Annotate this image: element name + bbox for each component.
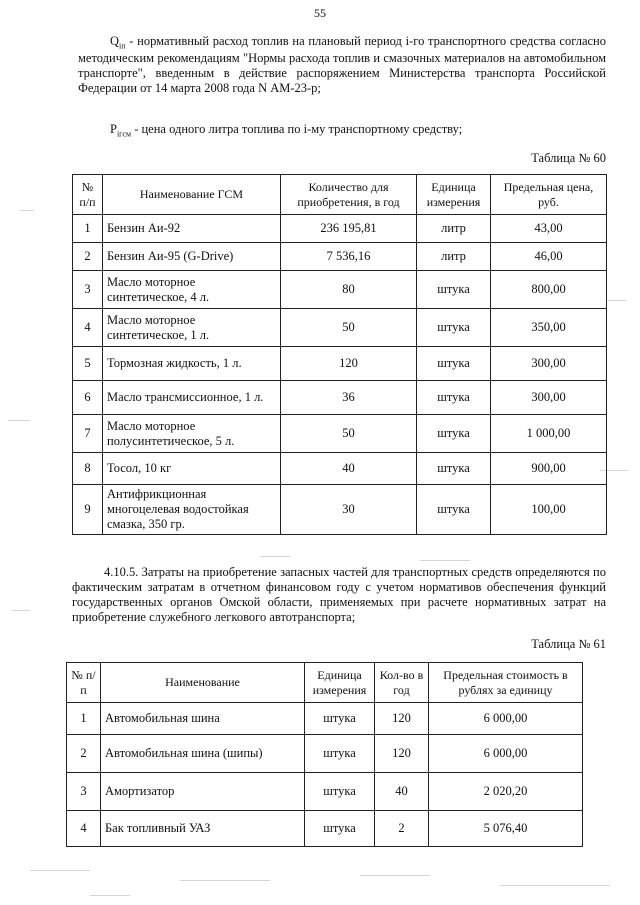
row-name: Масло моторное синтетическое, 1 л.	[103, 309, 281, 347]
row-quantity: 236 195,81	[281, 215, 417, 243]
row-quantity: 2	[375, 811, 429, 847]
table-row	[73, 243, 607, 271]
row-price: 300,00	[491, 381, 607, 415]
row-name: Масло моторное синтетическое, 4 л.	[103, 271, 281, 309]
row-number: 2	[73, 243, 103, 271]
row-number: 4	[73, 309, 103, 347]
row-unit: литр	[417, 243, 491, 271]
row-name: Антифрикционная многоцелевая водостойкая смазка, 350 гр.	[103, 485, 281, 535]
symbol-q-subscript: iп	[119, 41, 126, 51]
row-name: Масло трансмиссионное, 1 л.	[103, 381, 281, 415]
table-row	[73, 381, 607, 415]
row-name: Тормозная жидкость, 1 л.	[103, 347, 281, 381]
row-price: 2 020,20	[429, 773, 583, 811]
row-price: 6 000,00	[429, 703, 583, 735]
symbol-p: P	[110, 122, 117, 136]
row-number: 6	[73, 381, 103, 415]
table-row	[67, 735, 583, 773]
row-number: 4	[67, 811, 101, 847]
row-quantity: 120	[375, 703, 429, 735]
row-name: Бензин Аи-95 (G-Drive)	[103, 243, 281, 271]
row-price: 43,00	[491, 215, 607, 243]
row-price: 6 000,00	[429, 735, 583, 773]
row-number: 1	[73, 215, 103, 243]
row-price: 800,00	[491, 271, 607, 309]
row-name: Бензин Аи-92	[103, 215, 281, 243]
page-number: 55	[314, 6, 326, 20]
row-unit: штука	[417, 485, 491, 535]
row-price: 1 000,00	[491, 415, 607, 453]
table-61-header-num: № п/п	[67, 663, 101, 703]
table-row	[73, 453, 607, 485]
table-row	[73, 309, 607, 347]
symbol-p-subscript: iгсм	[116, 129, 132, 139]
row-quantity: 7 536,16	[281, 243, 417, 271]
row-unit: штука	[305, 703, 375, 735]
table-60	[72, 174, 607, 535]
row-unit: штука	[305, 773, 375, 811]
table-61-header-unit: Единица измерения	[305, 663, 375, 703]
table-60-caption: Таблица № 60	[531, 151, 606, 165]
paragraph-fuel-norm	[78, 34, 606, 96]
table-row	[73, 215, 607, 243]
row-quantity: 80	[281, 271, 417, 309]
row-price: 300,00	[491, 347, 607, 381]
row-unit: штука	[417, 271, 491, 309]
row-name: Масло моторное полусинтетическое, 5 л.	[103, 415, 281, 453]
table-60-header-price: Предельная цена, руб.	[491, 175, 607, 215]
table-60-header-row	[73, 175, 607, 215]
paragraph-fuel-norm-text: - нормативный расход топлив на плановый период i-го транспортного средства согласно методическим рекомендациям "Нормы расхода топлив и смазочных материалов на автомобильном транспорте", введенным в действие распоряжением Министерства транспорта Российской Федерации от 14 марта 2008 года N АМ-23-р;	[78, 34, 606, 96]
row-unit: штука	[417, 347, 491, 381]
row-name: Автомобильная шина (шипы)	[101, 735, 305, 773]
row-price: 350,00	[491, 309, 607, 347]
row-quantity: 120	[281, 347, 417, 381]
row-price: 46,00	[491, 243, 607, 271]
row-number: 9	[73, 485, 103, 535]
table-61-header-qty: Кол-во в год	[375, 663, 429, 703]
table-row	[73, 271, 607, 309]
table-row	[73, 485, 607, 535]
row-name: Бак топливный УАЗ	[101, 811, 305, 847]
table-row	[67, 703, 583, 735]
table-61-caption: Таблица № 61	[531, 637, 606, 651]
row-number: 5	[73, 347, 103, 381]
table-row	[67, 773, 583, 811]
table-row	[67, 811, 583, 847]
row-number: 8	[73, 453, 103, 485]
row-quantity: 30	[281, 485, 417, 535]
row-price: 900,00	[491, 453, 607, 485]
row-quantity: 50	[281, 415, 417, 453]
row-name: Тосол, 10 кг	[103, 453, 281, 485]
symbol-q: Q	[110, 34, 120, 48]
table-60-header-qty: Количество для приобретения, в год	[281, 175, 417, 215]
table-61-header-price: Предельная стоимость в рублях за единицу	[429, 663, 583, 703]
table-60-header-unit: Единица измерения	[417, 175, 491, 215]
row-quantity: 40	[281, 453, 417, 485]
table-60-header-name: Наименование ГСМ	[103, 175, 281, 215]
paragraph-fuel-price-text: - цена одного литра топлива по i-му транспортному средству;	[131, 122, 463, 136]
row-quantity: 50	[281, 309, 417, 347]
table-61-header-row	[67, 663, 583, 703]
paragraph-spare-parts: 4.10.5. Затраты на приобретение запасных частей для транспортных средств определяются по фактическим затратам в отчетном финансовом году с учетом нормативов обеспечения функций государственных органов Омской области, применяемых при расчете нормативных затрат на приобретение служебного легкового автотранспорта;	[72, 565, 606, 624]
row-quantity: 120	[375, 735, 429, 773]
row-unit: штука	[417, 415, 491, 453]
row-number: 2	[67, 735, 101, 773]
row-quantity: 40	[375, 773, 429, 811]
row-number: 1	[67, 703, 101, 735]
row-number: 3	[73, 271, 103, 309]
row-number: 3	[67, 773, 101, 811]
table-row	[73, 415, 607, 453]
row-unit: штука	[305, 811, 375, 847]
row-name: Амортизатор	[101, 773, 305, 811]
row-quantity: 36	[281, 381, 417, 415]
table-61-header-name: Наименование	[101, 663, 305, 703]
row-unit: штука	[305, 735, 375, 773]
paragraph-fuel-price	[110, 122, 606, 139]
table-60-header-num: № п/п	[73, 175, 103, 215]
row-unit: литр	[417, 215, 491, 243]
row-name: Автомобильная шина	[101, 703, 305, 735]
row-price: 5 076,40	[429, 811, 583, 847]
row-price: 100,00	[491, 485, 607, 535]
row-number: 7	[73, 415, 103, 453]
table-row	[73, 347, 607, 381]
row-unit: штука	[417, 309, 491, 347]
table-61	[66, 662, 583, 847]
row-unit: штука	[417, 381, 491, 415]
row-unit: штука	[417, 453, 491, 485]
